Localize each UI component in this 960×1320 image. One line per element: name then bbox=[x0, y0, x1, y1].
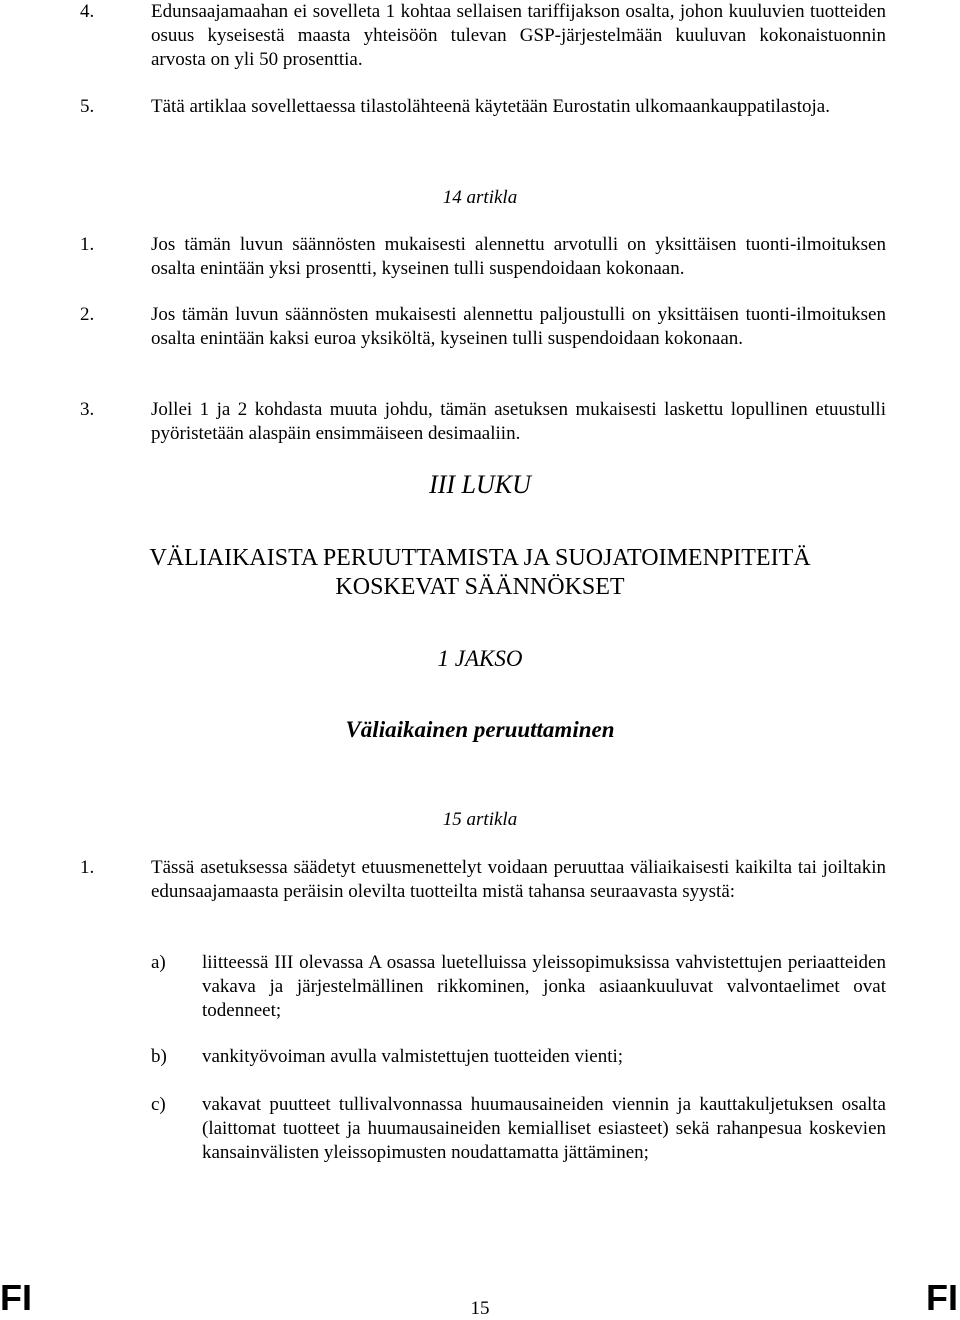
list-item-b bbox=[151, 1045, 886, 1069]
paragraph-text: Jos tämän luvun säännösten mukaisesti alennettu paljoustulli on yksittäisen tuonti-ilmoituksen osalta enintään kaksi euroa yksiköltä, kyseinen tulli suspendoidaan kokonaan. bbox=[151, 304, 886, 349]
article-15-paragraph-1 bbox=[80, 856, 886, 904]
paragraph-text: Edunsaajamaahan ei sovelleta 1 kohtaa sellaisen tariffijakson osalta, johon kuuluvien tuotteiden osuus kyseisestä maasta yhteisöön tulevan GSP-järjestelmään kuuluvan kokonaistuonnin arvosta on yli 50 prosenttia. bbox=[151, 1, 886, 70]
paragraph-number: 4. bbox=[80, 1, 95, 22]
chapter-title-line-1: VÄLIAIKAISTA PERUUTTAMISTA JA SUOJATOIMENPITEITÄ bbox=[149, 545, 811, 571]
paragraph-text: Tässä asetuksessa säädetyt etuusmenettelyt voidaan peruuttaa väliaikaisesti kaikilta tai joiltakin edunsaajamaasta peräisin olevilta tuotteilta mistä tahansa seuraavasta syystä: bbox=[151, 857, 886, 902]
page-number: 15 bbox=[470, 1298, 490, 1319]
paragraph-number: 2. bbox=[80, 304, 95, 325]
article-14-paragraph-1 bbox=[80, 233, 886, 281]
list-item-c bbox=[151, 1093, 886, 1165]
article-14-paragraph-3 bbox=[80, 398, 886, 446]
chapter-number: III LUKU bbox=[429, 470, 531, 499]
article-14-paragraph-2 bbox=[80, 303, 886, 351]
list-item-letter: b) bbox=[151, 1046, 167, 1067]
section-title: Väliaikainen peruuttaminen bbox=[345, 717, 615, 742]
paragraph-number: 1. bbox=[80, 234, 95, 255]
paragraph-text: Tätä artiklaa sovellettaessa tilastolähteenä käytetään Eurostatin ulkomaankauppatilastoja. bbox=[151, 96, 830, 117]
list-item-text: vankityövoiman avulla valmistettujen tuotteiden vienti; bbox=[202, 1046, 624, 1067]
paragraph-5 bbox=[80, 95, 886, 119]
list-item-letter: c) bbox=[151, 1094, 166, 1115]
section-number: 1 JAKSO bbox=[437, 646, 523, 671]
paragraph-text: Jollei 1 ja 2 kohdasta muuta johdu, tämän asetuksen mukaisesti laskettu lopullinen etuustulli pyöristetään alaspäin ensimmäiseen desimaaliin. bbox=[151, 399, 886, 444]
footer-language-right: FI bbox=[926, 1277, 958, 1318]
paragraph-text: Jos tämän luvun säännösten mukaisesti alennettu arvotulli on yksittäisen tuonti-ilmoituksen osalta enintään yksi prosentti, kyseinen tulli suspendoidaan kokonaan. bbox=[151, 234, 886, 279]
list-item-letter: a) bbox=[151, 952, 166, 973]
paragraph-4 bbox=[80, 0, 886, 72]
list-item-text: vakavat puutteet tullivalvonnassa huumausaineiden viennin ja kauttakuljetuksen osalta (laittomat tuotteet ja huumausaineiden kemialliset esiasteet) sekä rahanpesua koskevien kansainvälisten yleissopimusten noudattamatta jättäminen; bbox=[202, 1094, 886, 1163]
article-15-title: 15 artikla bbox=[442, 809, 518, 830]
chapter-title-line-2: KOSKEVAT SÄÄNNÖKSET bbox=[335, 574, 625, 600]
paragraph-number: 3. bbox=[80, 399, 95, 420]
article-14-title: 14 artikla bbox=[442, 187, 518, 208]
list-item-text: liitteessä III olevassa A osassa luetelluissa yleissopimuksissa vahvistettujen periaatteiden vakava ja järjestelmällinen rikkominen, jonka asiaankuuluvat valvontaelimet ovat todenneet; bbox=[202, 952, 886, 1021]
paragraph-number: 1. bbox=[80, 857, 95, 878]
footer-language-left: FI bbox=[0, 1277, 32, 1318]
list-item-a bbox=[151, 951, 886, 1023]
paragraph-number: 5. bbox=[80, 96, 95, 117]
